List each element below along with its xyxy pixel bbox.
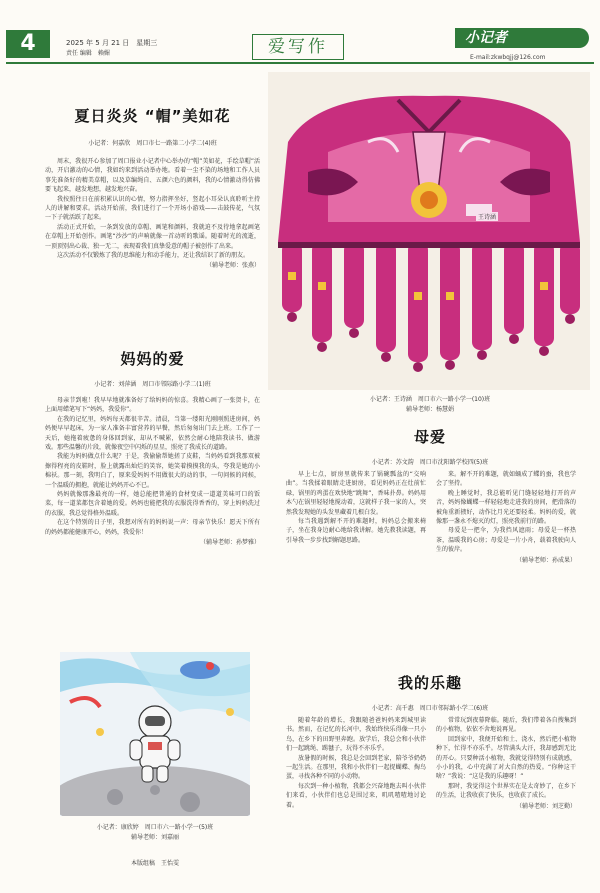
article-2-paragraph: 在我的记忆里，妈妈每天都很辛苦。清晨，当第一缕阳光刚刚照进房间，妈妈便早早起床，为一家人准备丰富营养的早餐，然后匆匆出门去上班。工作了一天后，她拖着疲惫的身体回到家，却从不喊累，依然会耐心地陪我读书、做游戏。那些温馨的片段，就像夜空中闪烁的星星，照亮了我成长的道路。 (45, 415, 260, 452)
article-1-title: 夏日炎炎 “帽”美如花 (74, 107, 231, 125)
article-4-paragraph: 随着年龄的增长，我跟随爸爸妈妈来到城里读书。然而，在记忆的长河中，我始终快乐得像一只小鸟，在乡下的田野里奔跑。放学后，我总会和小伙伴们一起跳绳、踢毽子，玩得不亦乐乎。 (286, 717, 426, 753)
header-rule (6, 62, 594, 64)
article-3-byline: 小记者：苏文韵 周口市沈阳路学校四(5)班 (371, 459, 489, 466)
contact-email: E-mail:zkwbqjj@126.com (470, 54, 546, 61)
article-3-title: 母爱 (413, 428, 446, 446)
article-3 (282, 426, 578, 466)
article-2-paragraph: 我能为妈妈做点什么呢？于是，我偷偷帮她搓了皮鞋，当妈妈看到我那双被擦得程亮的皮鞋时，脸上就露出灿烂的笑容，她笑着摸摸我的头，夸我是她的小棉袄。那一刻，我明白了，原来爱妈妈不用做很大的动的事，一句问候的问候，一个温暖的拥抱，就能让妈妈开心不已。 (45, 453, 260, 489)
brand-logo-text: 小记者 (465, 30, 507, 46)
article-1-paragraph: 我按照往日在前积累认识的心情，努力指挥坐好，竖起小耳朵认真聆听主持人的讲解和要求。活动开始前，我们进行了一个开场小游戏——击鼓传花，气氛一下子就活跃了起来。 (45, 195, 260, 222)
article-3-tutor: （辅导老师：孙成果） (515, 556, 576, 564)
collar-caption-line-2: 辅导老师：杨慧娟 (405, 406, 454, 413)
article-4-tutor: （辅导老师：刘芝勤） (515, 802, 576, 810)
article-1-paragraph: 这次活动不仅锻炼了我的思维能力和动手能力，还让我结识了新的朋友。 (57, 252, 250, 260)
article-4-paragraph: 回到家中，我便开始和土、浇水，然后把小植物种下，忙得不亦乐乎。尽管满头大汗，我却感到无比的开心。只要种活小植物，我就觉得特别有成就感，小小的我，心中充满了对大自然的热爱。“你种这干啥？”我说：“这是我的乐趣呀！” (436, 735, 576, 781)
article-3-paragraph: 母爱是一把伞，为我挡风遮雨；母爱是一杯热茶，温暖我的心房；母爱是一片小舟，载着我驶向人生的彼岸。 (436, 527, 576, 554)
astronaut-drawing (60, 652, 250, 816)
article-4-paragraph: 那时，我觉得这个世界实在是太奇妙了，在乡下的生活，让我收获了快乐，也收获了成长。 (436, 782, 576, 800)
section-title: 爱写作 (268, 37, 328, 57)
article-4-column-2 (436, 716, 576, 810)
page-proofread-credit: 本版组稿 王怡雯 (130, 860, 179, 867)
astronaut-illustration (60, 652, 250, 816)
article-4-paragraph: 常常玩到夜幕降临。随后，我们带着各自搜集到的小植物，依依不舍地说再见。 (436, 717, 576, 734)
article-2-paragraph: 母亲节到啦！我早早地就准备好了给妈妈的惊喜。我精心画了一张贺卡，在上面用蜡笔写下“妈妈，我爱你”。 (45, 397, 260, 414)
article-1-tutor: （辅导老师：张燕） (205, 262, 260, 270)
article-4-byline: 小记者：高千惠 周口市邻际路小学二(6)班 (371, 705, 489, 712)
article-4 (282, 672, 578, 712)
article-2-paragraph: 妈妈就像那盏最亮的一样，她总能把普通的食材变成一道道美味可口的饭菜，每一道菜都包含着她的爱。妈妈也能把我的衣服洗得香香的，穿上妈妈洗过的衣服，我总觉得格外温暖。 (45, 491, 260, 517)
article-2-title: 妈妈的爱 (120, 350, 185, 368)
article-2-paragraph: 在这个特别的日子里，我想对所有的妈妈说一声：母亲节快乐！愿天下所有的妈妈都能健康开心，妈妈，我爱你！ (45, 519, 260, 536)
issue-date: 2025 年 5 月 21 日 星期三 (66, 39, 158, 47)
collar-artwork (268, 72, 590, 390)
editor-credit: 责任 编辑 赖媚 (66, 50, 110, 57)
article-3-paragraph: 早上七点，厨房里就传来了锅碗瓢盆的“交响曲”。当我揉着眼睛走进厨房，看见妈妈正在灶前忙碌，锅里的鸡蛋在欢快地“跳舞”，香味扑鼻。妈妈用木勺在锅里轻轻地搅动着，这就样子我一家的人，突然我发现她的头发里藏着几根白发。 (286, 471, 426, 516)
article-3-column-1 (286, 470, 426, 545)
article-1-byline: 小记者：何嘉欣 周口市七一路第二小学二(4)班 (88, 140, 217, 147)
article-3-paragraph: 每当我遇到解不开的难题时，妈妈总会搬来椅子，坐在我身边耐心地给我讲解。她先教我读题，再引导我一步步找到解题思路。 (286, 518, 426, 544)
article-2 (45, 348, 260, 546)
collar-illustration (268, 72, 590, 390)
astronaut-caption-line-2: 辅导老师：刘嘉丽 (130, 834, 179, 841)
article-1-paragraph: 周末，我很开心参加了周口报业小记者中心举办的“帽”美如花，手绘草帽”活动，开启激动的心情，我如约来到活动举办地。看着一尘不染的场地和工作人员事先准备好的精美草帽，以及草编绳自、五颜六色的颜料，我的心情激动得仿佛要飞起来，越发地想，越发地兴奋。 (45, 158, 260, 194)
page-number: 4 (6, 30, 50, 58)
article-1 (45, 105, 260, 269)
article-3-paragraph: 晚上睡觉时，我总能听见门缝轻轻地打开的声音，妈妈像蝴蝶一样轻轻地走进我的房间，把滑落的被角重新掖好，动作比月光还要轻柔。妈妈的爱，就像那一盏永不熄灭的灯，照亮我前行的路。 (436, 489, 576, 526)
article-3-column-2 (436, 470, 576, 564)
article-4-title: 我的乐趣 (397, 674, 462, 692)
article-4-paragraph: 放暑假的时候，我总是会回到老家，陪爷爷奶奶一起生活。在那里，我和小伙伴们一起捉蝴蝶、掏鸟蛋，寻找各种不同的小动物。 (286, 754, 426, 781)
article-1-paragraph: 活动正式开始，一条到发放的草帽、画笔和颜料，我就迫不及待地拿起画笔在草帽上开始创作。画笔“沙沙”的声响就像一首动听的歌谣。随着时光的流逝，一顶顶别出心裁、独一无二，表现着我们真挚爱意的帽子被创作了出来。 (45, 223, 260, 250)
article-2-byline: 小记者：刘萍涵 周口市邻际路小学二(1)班 (94, 381, 211, 388)
artist-signature-text: 王诗涵 (478, 214, 497, 221)
article-4-paragraph: 每次到一种小植物，我都会兴奋地跑去叫小伙伴们来看，小伙伴们也总是围过来，叽叽喳喳地讨论着。 (286, 782, 426, 809)
article-3-paragraph: 来。解不开的难题，就如蛹成了蝶的蚕，我也学会了坚持。 (436, 471, 576, 488)
astronaut-caption-line-1: 小记者：康欣婷 周口市六一路小学一(5)班 (96, 824, 214, 831)
article-2-tutor: （辅导老师：孙梦雅） (199, 539, 260, 547)
article-4-column-1 (286, 716, 426, 810)
collar-caption-line-1: 小记者：王诗涵 周口市六一路小学一(10)班 (369, 396, 491, 403)
